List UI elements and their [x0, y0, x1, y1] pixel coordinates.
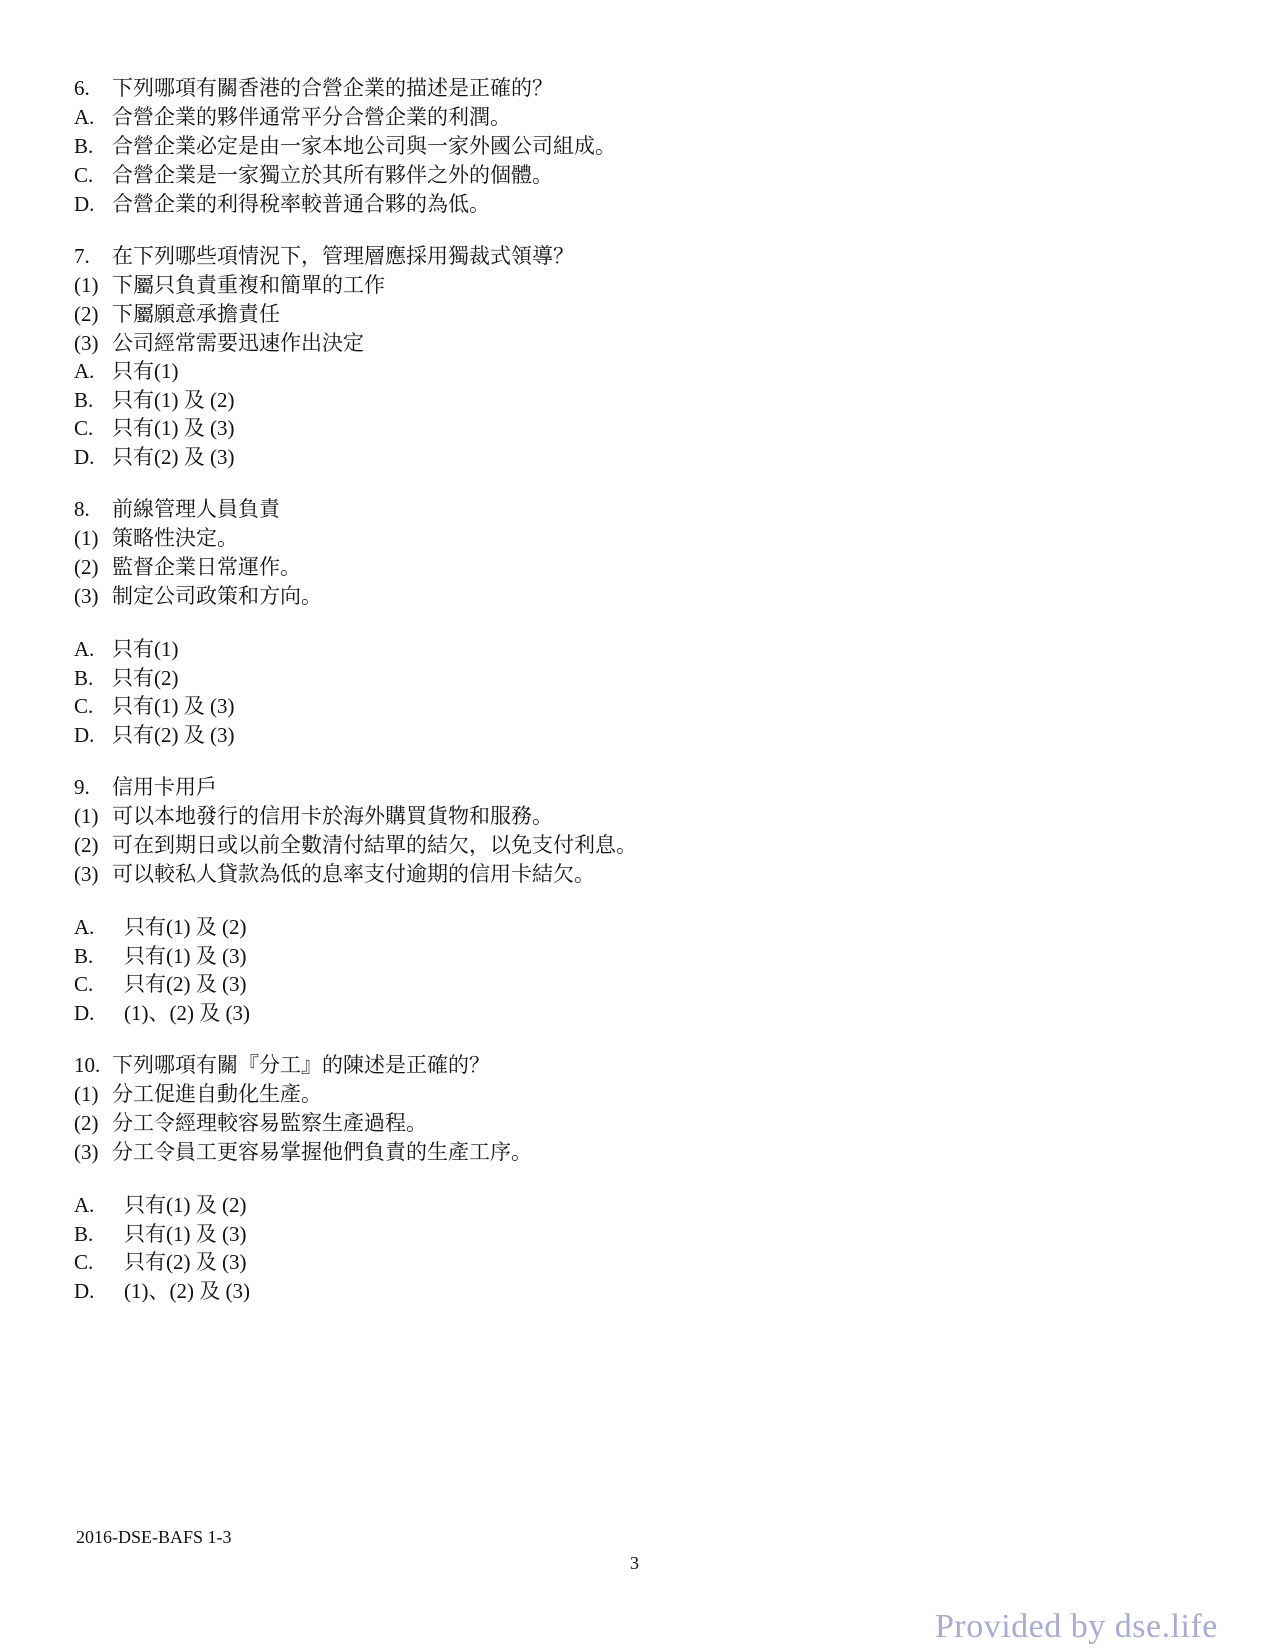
statement-3 — [74, 582, 322, 610]
option-b — [74, 132, 616, 160]
option-d — [74, 999, 250, 1027]
option-label: A. — [74, 637, 95, 661]
question-7-stem — [74, 242, 574, 270]
statement-1 — [74, 271, 385, 299]
statement-label: (3) — [74, 584, 99, 608]
option-c — [74, 1248, 246, 1276]
statement-3 — [74, 329, 364, 357]
statement-label: (2) — [74, 833, 99, 857]
statement-label: (2) — [74, 302, 99, 326]
option-b — [74, 1220, 246, 1248]
question-text: 下列哪項有關香港的合營企業的描述是正確的？ — [112, 76, 553, 100]
question-number: 9. — [74, 775, 90, 799]
option-label: A. — [74, 105, 95, 129]
watermark: Provided by dse.life — [935, 1608, 1218, 1645]
option-label: B. — [74, 944, 94, 968]
statement-text: 可以較私人貸款為低的息率支付逾期的信用卡結欠。 — [112, 862, 595, 886]
option-label: C. — [74, 972, 94, 996]
statement-label: (3) — [74, 331, 99, 355]
option-c — [74, 692, 234, 720]
statement-label: (1) — [74, 804, 99, 828]
option-label: D. — [74, 1001, 95, 1025]
option-text: 只有(2) — [112, 666, 179, 690]
option-b — [74, 942, 246, 970]
option-label: B. — [74, 666, 94, 690]
question-text: 前線管理人員負責 — [112, 497, 280, 521]
option-label: D. — [74, 445, 95, 469]
option-label: C. — [74, 416, 94, 440]
statement-1 — [74, 1080, 322, 1108]
option-a — [74, 913, 246, 941]
question-text: 下列哪項有關『分工』的陳述是正確的？ — [112, 1053, 490, 1077]
question-text: 在下列哪些項情況下，管理層應採用獨裁式領導？ — [112, 244, 574, 268]
question-10-stem — [74, 1051, 490, 1079]
option-text: 合營企業的利得稅率較普通合夥的為低。 — [112, 192, 490, 216]
option-text: 只有(1) 及 (3) — [112, 694, 235, 718]
question-number: 8. — [74, 497, 90, 521]
option-text: 只有(1) 及 (3) — [124, 1222, 247, 1246]
option-label: D. — [74, 1279, 95, 1303]
statement-text: 分工促進自動化生產。 — [112, 1082, 322, 1106]
statement-1 — [74, 802, 553, 830]
option-text: 只有(1) — [112, 637, 179, 661]
option-label: C. — [74, 1250, 94, 1274]
statement-2 — [74, 300, 280, 328]
statement-label: (1) — [74, 273, 99, 297]
option-c — [74, 970, 246, 998]
statement-text: 監督企業日常運作。 — [112, 555, 301, 579]
statement-label: (2) — [74, 555, 99, 579]
option-d — [74, 443, 234, 471]
option-b — [74, 386, 234, 414]
question-9-stem — [74, 773, 217, 801]
option-label: C. — [74, 163, 94, 187]
option-text: 只有(1) 及 (3) — [112, 416, 235, 440]
option-c — [74, 161, 553, 189]
option-text: 只有(1) 及 (2) — [112, 388, 235, 412]
statement-text: 下屬只負責重複和簡單的工作 — [112, 273, 385, 297]
statement-2 — [74, 831, 637, 859]
question-text: 信用卡用戶 — [112, 775, 217, 799]
statement-label: (3) — [74, 1140, 99, 1164]
option-a — [74, 1191, 246, 1219]
option-b — [74, 664, 179, 692]
option-label: A. — [74, 915, 95, 939]
statement-label: (1) — [74, 1082, 99, 1106]
option-a — [74, 357, 179, 385]
statement-text: 策略性決定。 — [112, 526, 238, 550]
option-text: 只有(2) 及 (3) — [124, 972, 247, 996]
option-text: 合營企業必定是由一家本地公司與一家外國公司組成。 — [112, 134, 616, 158]
option-label: D. — [74, 192, 95, 216]
option-text: 只有(1) 及 (3) — [124, 944, 247, 968]
option-text: 只有(1) — [112, 359, 179, 383]
option-text: 只有(2) 及 (3) — [112, 445, 235, 469]
option-d — [74, 721, 234, 749]
page-number: 3 — [630, 1553, 639, 1573]
question-6-stem — [74, 74, 553, 102]
option-text: 只有(1) 及 (2) — [124, 1193, 247, 1217]
statement-text: 可在到期日或以前全數清付結單的結欠，以免支付利息。 — [112, 833, 637, 857]
statement-3 — [74, 1138, 532, 1166]
option-d — [74, 1277, 250, 1305]
option-d — [74, 190, 490, 218]
option-label: A. — [74, 359, 95, 383]
option-text: (1)、(2) 及 (3) — [124, 1001, 250, 1025]
option-label: B. — [74, 134, 94, 158]
option-label: D. — [74, 723, 95, 747]
statement-1 — [74, 524, 238, 552]
question-number: 7. — [74, 244, 90, 268]
statement-3 — [74, 860, 595, 888]
statement-text: 下屬願意承擔責任 — [112, 302, 280, 326]
question-8-stem — [74, 495, 280, 523]
option-text: (1)、(2) 及 (3) — [124, 1279, 250, 1303]
option-text: 只有(1) 及 (2) — [124, 915, 247, 939]
option-label: B. — [74, 1222, 94, 1246]
statement-2 — [74, 1109, 427, 1137]
option-label: B. — [74, 388, 94, 412]
statement-text: 制定公司政策和方向。 — [112, 584, 322, 608]
option-text: 合營企業是一家獨立於其所有夥伴之外的個體。 — [112, 163, 553, 187]
statement-text: 分工令員工更容易掌握他們負責的生產工序。 — [112, 1140, 532, 1164]
statement-text: 分工令經理較容易監察生產過程。 — [112, 1111, 427, 1135]
option-label: A. — [74, 1193, 95, 1217]
statement-2 — [74, 553, 301, 581]
option-text: 只有(2) 及 (3) — [112, 723, 235, 747]
statement-label: (1) — [74, 526, 99, 550]
option-c — [74, 414, 234, 442]
option-text: 合營企業的夥伴通常平分合營企業的利潤。 — [112, 105, 511, 129]
question-number: 10. — [74, 1053, 101, 1077]
question-number: 6. — [74, 76, 90, 100]
option-text: 只有(2) 及 (3) — [124, 1250, 247, 1274]
statement-label: (2) — [74, 1111, 99, 1135]
statement-label: (3) — [74, 862, 99, 886]
exam-code: 2016-DSE-BAFS 1-3 — [76, 1527, 232, 1547]
statement-text: 公司經常需要迅速作出決定 — [112, 331, 364, 355]
option-a — [74, 103, 511, 131]
option-a — [74, 635, 179, 663]
statement-text: 可以本地發行的信用卡於海外購買貨物和服務。 — [112, 804, 553, 828]
option-label: C. — [74, 694, 94, 718]
